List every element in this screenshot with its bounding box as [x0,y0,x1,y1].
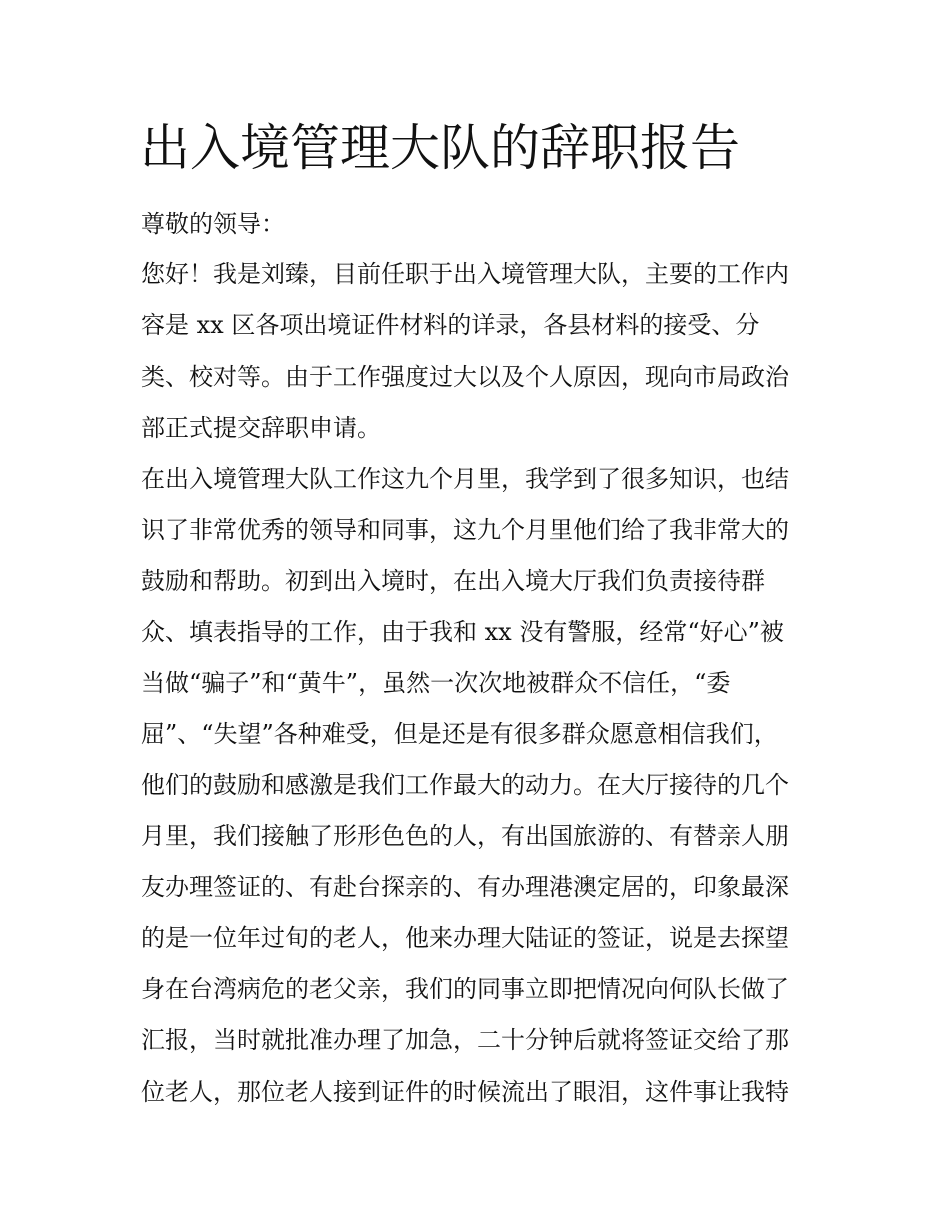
body-text-line: 汇报，当时就批准办理了加急，二十分钟后就将签证交给了那 [141,1026,789,1054]
body-text-line: 位老人，那位老人接到证件的时候流出了眼泪，这件事让我特 [141,1078,789,1106]
body-text-line: 类、校对等。由于工作强度过大以及个人原因，现向市局政治 [141,363,789,391]
body-text-line: 月里，我们接触了形形色色的人，有出国旅游的、有替亲人朋 [141,822,789,850]
body-text-line: 他们的鼓励和感激是我们工作最大的动力。在大厅接待的几个 [141,771,789,799]
body-text-line: 部正式提交辞职申请。 [141,414,381,442]
body-text-line: 容是 xx 区各项出境证件材料的详录，各县材料的接受、分 [141,311,760,339]
body-text-line: 识了非常优秀的领导和同事，这九个月里他们给了我非常大的 [141,516,789,544]
body-text-line: 在出入境管理大队工作这九个月里，我学到了很多知识，也结 [141,465,789,493]
body-text-line: 您好！我是刘臻，目前任职于出入境管理大队，主要的工作内 [141,260,789,288]
body-text-line: 的是一位年过旬的老人，他来办理大陆证的签证，说是去探望 [141,924,789,952]
body-text-line: 鼓励和帮助。初到出入境时，在出入境大厅我们负责接待群 [141,567,765,595]
body-text-line: 屈”、“失望”各种难受，但是还是有很多群众愿意相信我们， [141,720,778,748]
body-text-line: 身在台湾病危的老父亲，我们的同事立即把情况向何队长做了 [141,975,789,1003]
salutation-line: 尊敬的领导： [141,210,285,238]
document-title: 出入境管理大队的辞职报告 [140,119,740,177]
body-text-line: 众、填表指导的工作，由于我和 xx 没有警服，经常“好心”被 [141,618,784,646]
body-text-line: 当做“骗子”和“黄牛”，虽然一次次地被群众不信任，“委 [141,669,731,697]
body-text-line: 友办理签证的、有赴台探亲的、有办理港澳定居的，印象最深 [141,873,789,901]
